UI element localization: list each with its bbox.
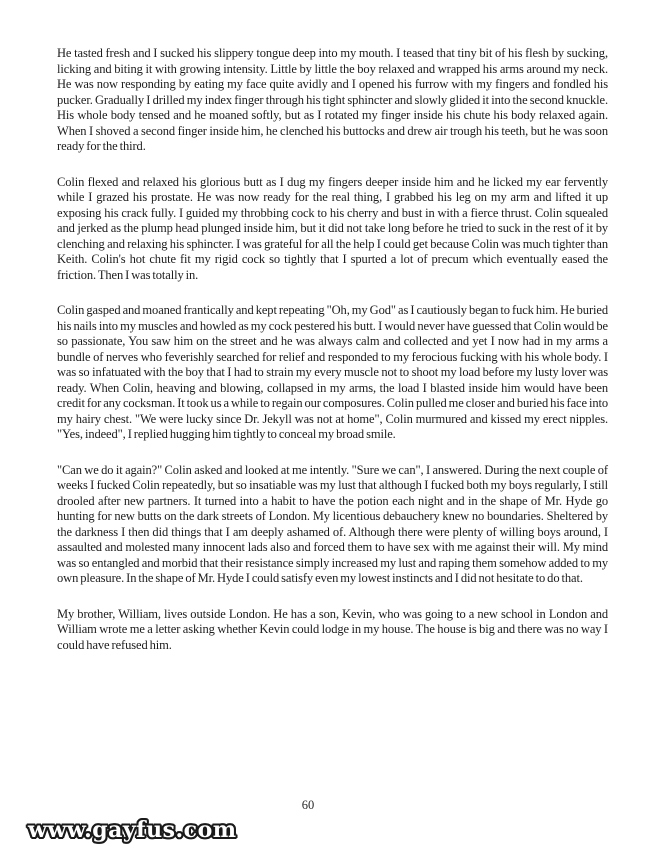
paragraph-1: He tasted fresh and I sucked his slippery tongue deep into my mouth. I teased that tiny bit of his flesh by sucking, licking and biting it with growing intensity. Little by little the boy relaxed and wrapped his arms around my neck. He was now responding by eating my face quite avidly and I opened his furrow with my fingers and fondled his pucker. Gradually I drilled my index finger through his tight sphincter and slowly glided it into the second knuckle. His whole body tensed and he moaned softly, but as I rotated my finger inside his chute his body relaxed again. When I shoved a second finger inside him, he clenched his buttocks and drew air trough his teeth, but he was soon ready for the third.: [57, 46, 608, 153]
page-number: 60: [301, 798, 315, 812]
watermark-text: www.gayfus.com: [28, 817, 237, 843]
paragraph-4: "Can we do it again?" Colin asked and looked at me intently. "Sure we can", I answered. During the next couple of weeks I fucked Colin repeatedly, but so insatiable was my lust that although I fucked both my boys regularly, I still drooled after new partners. It turned into a habit to have the potion each night and in the shape of Mr. Hyde go hunting for new butts on the dark streets of London. My licentious debauchery knew no boundaries. Sheltered by the darkness I then did things that I am deeply ashamed of. Although there were plenty of willing boys around, I assaulted and molested many innocent lads also and forced them to have sex with me against their will. My mind was so entangled and morbid that their resistance simply increased my lust and raping them somehow added to my own pleasure. In the shape of Mr. Hyde I could satisfy even my lowest instincts and I did not hesitate to do that.: [57, 462, 608, 585]
paragraph-5: My brother, William, lives outside London. He has a son, Kevin, who was going to a new school in London and William wrote me a letter asking whether Kevin could lodge in my house. The house is big and there was no way I could have refused him.: [57, 606, 608, 652]
paragraph-2: Colin flexed and relaxed his glorious butt as I dug my fingers deeper inside him and he licked my ear fervently while I grazed his prostate. He was now ready for the real thing, I grabbed his leg on my arm and lifted it up exposing his crack fully. I guided my throbbing cock to his cherry and bust in with a fierce thrust. Colin squealed and jerked as the plump head plunged inside him, but it did not take long before he tried to suck in the rest of it by clenching and relaxing his sphincter. I was grateful for all the help I could get because Colin was much tighter than Keith. Colin's hot chute fit my rigid cock so tightly that I spurted a lot of precum which eventually eased the friction. Then I was totally in.: [57, 174, 608, 282]
paragraph-3: Colin gasped and moaned frantically and kept repeating "Oh, my God" as I cautiously began to fuck him. He buried his nails into my muscles and howled as my cock pestered his butt. I would never have guessed that Colin would be so passionate, You saw him on the street and he was always calm and collected and yet I now had in my arms a bundle of nerves who feverishly searched for relief and responded to my ferocious fucking with his whole body. I was so infatuated with the boy that I had to strain my every muscle not to shoot my load before my lusty lover was ready. When Colin, heaving and blowing, collapsed in my arms, the load I blasted inside him would have been credit for any cocksman. It took us a while to regain our composures. Colin pulled me closer and buried his face into my hairy chest. "We were lucky since Dr. Jekyll was not at home", Colin murmured and kissed my erect nipples. "Yes, indeed", I replied hugging him tightly to conceal my broad smile.: [57, 303, 608, 441]
body-text: [57, 46, 608, 673]
